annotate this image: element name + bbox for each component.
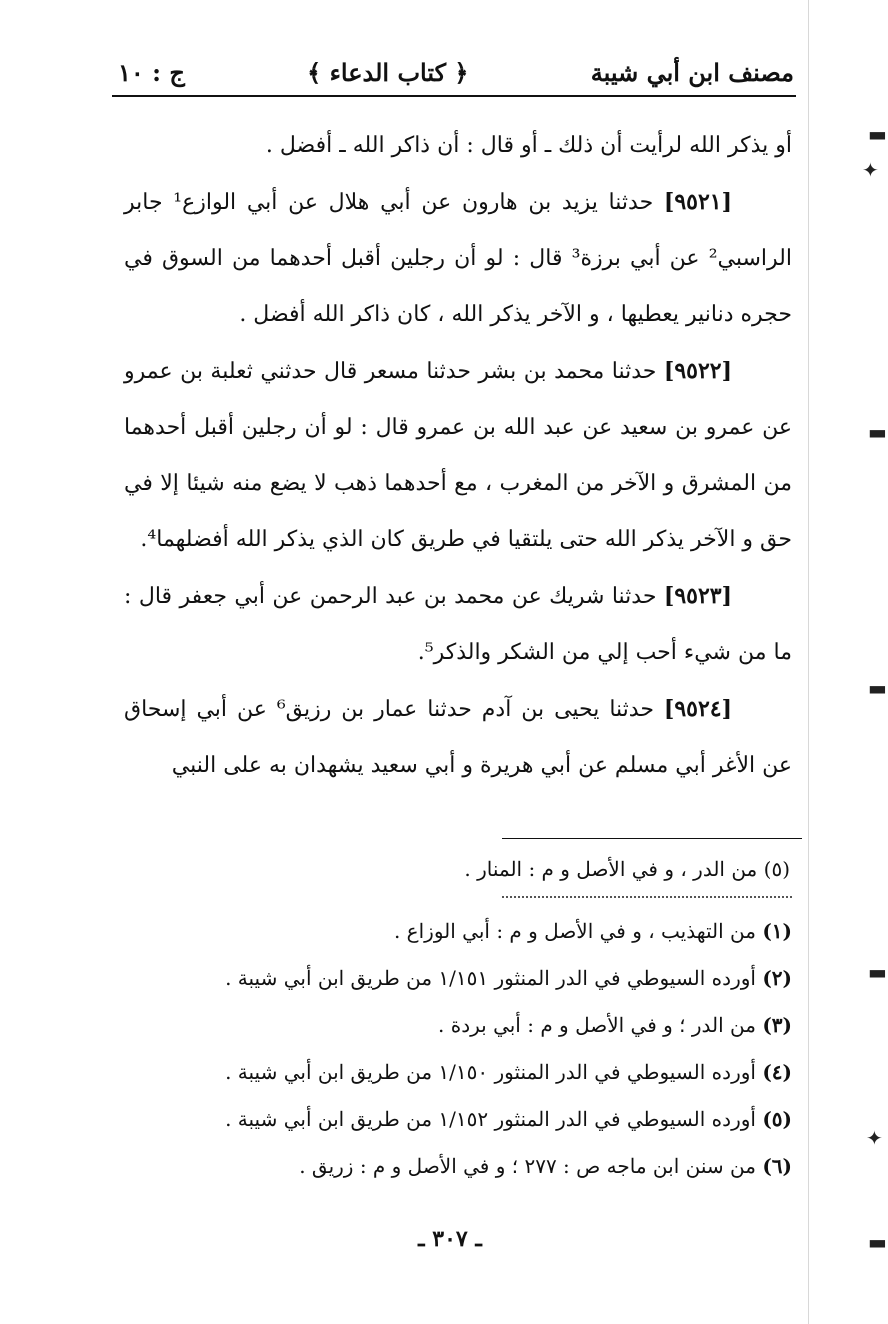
margin-mark: ▬ (868, 420, 887, 444)
header-rule (112, 95, 796, 97)
hadith-9523 (124, 568, 792, 681)
footnote-text: أورده السيوطي في الدر المنثور ١/١٥١ من طريق ابن أبي شيبة . (225, 966, 756, 990)
footnotes (160, 908, 792, 1190)
volume-number: ج : ١٠ (118, 57, 185, 87)
main-text (124, 118, 792, 794)
page-number: ـ ٣٠٧ ـ (418, 1226, 482, 1252)
hadith-9522 (124, 343, 792, 568)
margin-mark: ▬ (868, 960, 887, 984)
hadith-9521 (124, 174, 792, 343)
hadith-number: [٩٥٢٤] (663, 696, 733, 722)
hadith-text: حدثنا محمد بن بشر حدثنا مسعر قال حدثني ثعلبة بن عمرو عن عمرو بن سعيد عن عبد الله بن عمرو قال : لو أن رجلين أقبل أحدهما من المشرق و الآخر من المغرب ، مع أحدهما ذهب لا يضع منه شيئا إلا في حق و الآخر يذكر الله حتى يلتقيا في طريق كان الذي يذكر الله أفضلهما⁴. (124, 359, 792, 552)
footnote-number: (٤) (762, 1060, 792, 1084)
footnote-number: (٢) (762, 966, 792, 990)
footnote-text: من التهذيب ، و في الأصل و م : أبي الوزاع . (393, 919, 756, 943)
hadith-text: حدثنا يحيى بن آدم حدثنا عمار بن رزيق⁶ عن أبي إسحاق عن الأغر أبي مسلم عن أبي هريرة و أبي سعيد يشهدان به على النبي (124, 697, 792, 778)
footnote-1 (160, 908, 792, 955)
footnote-text: من سنن ابن ماجه ص : ٢٧٧ ؛ و في الأصل و م : زريق . (299, 1154, 756, 1178)
paragraph-continuation: أو يذكر الله لرأيت أن ذلك ـ أو قال : أن ذاكر الله ـ أفضل . (265, 133, 792, 158)
page-edge-line (808, 0, 809, 1324)
footnote-number: (٥) (762, 1107, 792, 1131)
footnote-text: أورده السيوطي في الدر المنثور ١/١٥٢ من طريق ابن أبي شيبة . (225, 1107, 756, 1131)
footnote-3 (160, 1002, 792, 1049)
hadith-9524 (124, 681, 792, 794)
hadith-text: حدثنا شريك عن محمد بن عبد الرحمن عن أبي جعفر قال : ما من شيء أحب إلي من الشكر والذكر⁵. (124, 584, 792, 665)
hadith-number: [٩٥٢٣] (663, 583, 732, 609)
margin-star-icon: ✦ (866, 1126, 883, 1150)
footnote-number: (٣) (762, 1013, 792, 1037)
wavy-divider (502, 890, 792, 898)
footnote-separator (502, 838, 802, 839)
footnote-6 (160, 1143, 792, 1190)
margin-mark: ▬ (868, 676, 887, 700)
footnote-4 (160, 1049, 792, 1096)
footnote-2 (160, 955, 792, 1002)
running-header (118, 52, 794, 92)
hadith-number: [٩٥٢١] (663, 189, 732, 215)
margin-mark: ▬ (868, 1230, 887, 1254)
footnote-text: من الدر ؛ و في الأصل و م : أبي بردة . (438, 1013, 756, 1037)
footnote-number: (١) (762, 919, 792, 943)
book-title: مصنف ابن أبي شيبة (590, 57, 794, 87)
hadith-text: حدثنا يزيد بن هارون عن أبي هلال عن أبي الوازع¹ جابر الراسبي² عن أبي برزة³ قال : لو أن رجلين أقبل أحدهما من السوق في حجره دنانير يعطيها ، و الآخر يذكر الله ، كان ذاكر الله أفضل . (124, 190, 792, 327)
hadith-number: [٩٥٢٢] (663, 358, 732, 384)
footnote-number: (٦) (762, 1154, 792, 1178)
continued-footnote: (٥) من الدر ، و في الأصل و م : المنار . (464, 857, 790, 881)
chapter-title: ﴿ كتاب الدعاء ﴾ (307, 57, 469, 87)
footnote-5 (160, 1096, 792, 1143)
margin-star-icon: ✦ (862, 158, 879, 182)
footnote-text: أورده السيوطي في الدر المنثور ١/١٥٠ من طريق ابن أبي شيبة . (225, 1060, 756, 1084)
margin-mark: ▬ (868, 122, 887, 146)
